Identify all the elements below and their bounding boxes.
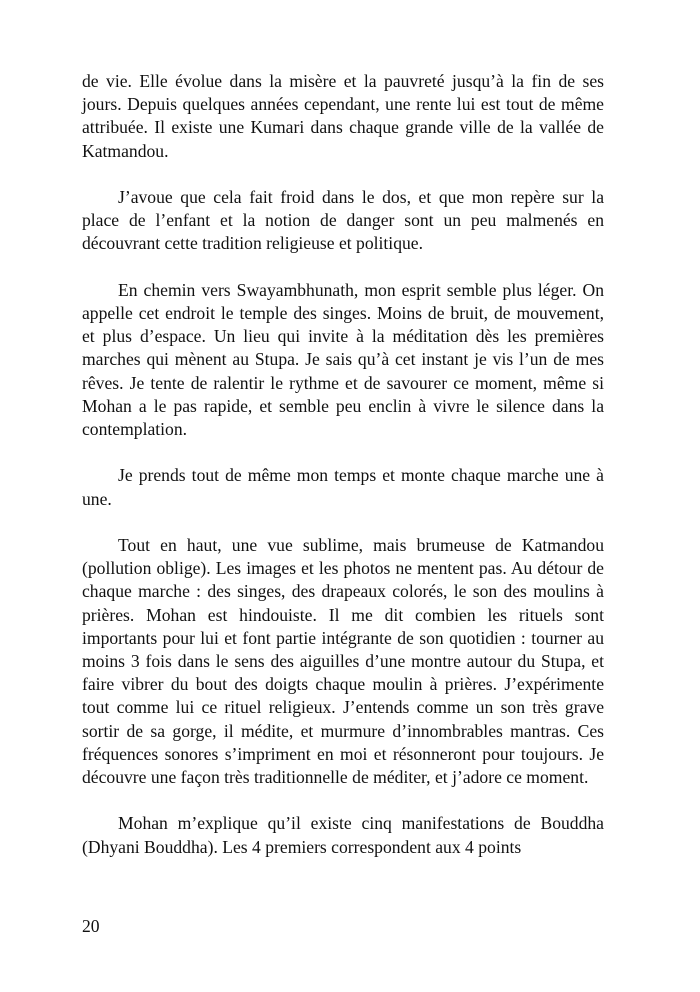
- paragraph-3: En chemin vers Swayambhunath, mon esprit semble plus léger. On appelle cet endroit le temple des singes. Moins de bruit, de mouvement, et plus d’espace. Un lieu qui invite à la méditation dès les premières marches qui mènent au Stupa. Je sais qu’à cet instant je vis l’un de mes rêves. Je tente de ralentir le rythme et de savourer ce moment, même si Mohan a le pas rapide, et semble peu enclin à vivre le silence dans la contemplation.: [82, 279, 604, 440]
- paragraph-4: Je prends tout de même mon temps et monte chaque marche une à une.: [82, 465, 604, 509]
- body-text: [82, 70, 604, 859]
- paragraph-2: J’avoue que cela fait froid dans le dos, et que mon repère sur la place de l’enfant et la notion de danger sont un peu malmenés en découvrant cette tradition religieuse et politique.: [82, 187, 604, 254]
- paragraph-6: Mohan m’explique qu’il existe cinq manifestations de Bouddha (Dhyani Bouddha). Les 4 premiers correspondent aux 4 points: [82, 813, 604, 857]
- paragraph-1: de vie. Elle évolue dans la misère et la pauvreté jusqu’à la fin de ses jours. Depuis quelques années cependant, une rente lui est tout de même attribuée. Il existe une Kumari dans chaque grande ville de la vallée de Katmandou.: [82, 71, 604, 161]
- paragraph-5: Tout en haut, une vue sublime, mais brumeuse de Katmandou (pollution oblige). Les images et les photos ne mentent pas. Au détour de chaque marche : des singes, des drapeaux colorés, le son des moulins à prières. Mohan est hindouiste. Il me dit combien les rituels sont importants pour lui et font partie intégrante de son quotidien : tourner au moins 3 fois dans le sens des aiguilles d’une montre autour du Stupa, et faire vibrer du bout des doigts chaque moulin à prières. J’expérimente tout comme lui ce rituel religieux. J’entends comme un son très grave sortir de sa gorge, il médite, et murmure d’innombrables mantras. Ces fréquences sonores s’impriment en moi et résonneront pour toujours. Je découvre une façon très traditionnelle de méditer, et j’adore ce moment.: [82, 535, 604, 788]
- page-number: 20: [82, 916, 100, 936]
